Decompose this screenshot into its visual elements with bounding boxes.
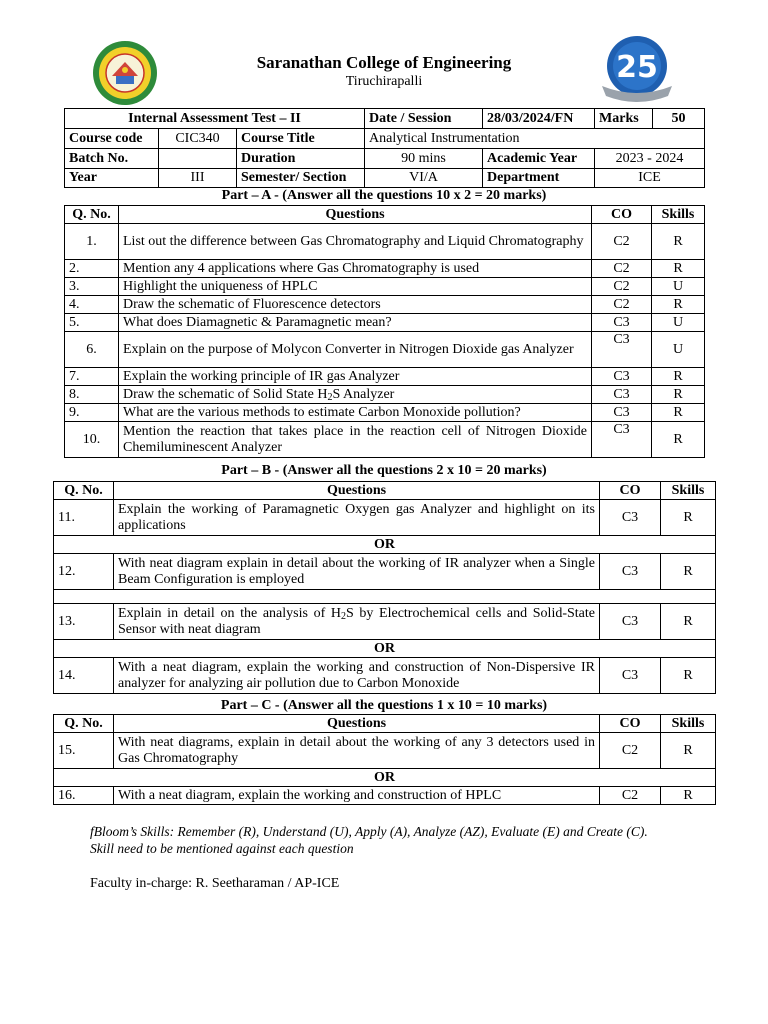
question-co: C3 [592, 332, 652, 368]
question-number: 2. [65, 260, 119, 278]
col-qno: Q. No. [54, 715, 114, 733]
year-label: Year [65, 169, 159, 188]
table-row [65, 314, 705, 332]
faculty-in-charge: Faculty in-charge: R. Seetharaman / AP-ICE [90, 876, 340, 891]
or-separator: OR [54, 536, 716, 554]
col-questions: Questions [119, 206, 592, 224]
part-a-title: Part – A - (Answer all the questions 10 x 2 = 20 marks) [221, 188, 547, 203]
question-skill: U [652, 278, 705, 296]
part-b-title: Part – B - (Answer all the questions 2 x 10 = 20 marks) [221, 463, 547, 478]
table-row [54, 500, 716, 536]
question-number: 13. [54, 604, 114, 640]
question-text: What are the various methods to estimate Carbon Monoxide pollution? [119, 404, 592, 422]
question-co: C3 [600, 604, 661, 640]
question-co: C2 [592, 224, 652, 260]
table-row [54, 787, 716, 805]
duration-value: 90 mins [365, 149, 483, 169]
table-row [65, 278, 705, 296]
col-qno: Q. No. [65, 206, 119, 224]
question-text: What does Diamagnetic & Paramagnetic mean? [119, 314, 592, 332]
marks-label: Marks [595, 109, 653, 129]
question-number: 11. [54, 500, 114, 536]
academic-year-value: 2023 - 2024 [595, 149, 705, 169]
question-skill: R [661, 604, 716, 640]
question-number: 8. [65, 386, 119, 404]
question-skill: R [652, 260, 705, 278]
question-text: Explain the working principle of IR gas Analyzer [119, 368, 592, 386]
question-number: 4. [65, 296, 119, 314]
question-skill: R [652, 296, 705, 314]
question-number: 10. [65, 422, 119, 458]
question-text: Highlight the uniqueness of HPLC [119, 278, 592, 296]
blooms-legend: fBloom’s Skills: Remember (R), Understand (U), Apply (A), Analyze (AZ), Evaluate (E) and Create (C). [90, 824, 648, 839]
question-co: C3 [600, 658, 661, 694]
question-co: C3 [592, 314, 652, 332]
academic-year-label: Academic Year [483, 149, 595, 169]
blooms-note: Skill need to be mentioned against each question [90, 841, 354, 856]
col-co: CO [600, 715, 661, 733]
svg-text:25: 25 [616, 50, 658, 85]
semester-value: VI/A [365, 169, 483, 188]
question-co: C3 [600, 500, 661, 536]
table-row [65, 422, 705, 458]
col-questions: Questions [114, 482, 600, 500]
test-name: Internal Assessment Test – II [65, 109, 365, 129]
col-qno: Q. No. [54, 482, 114, 500]
question-text: Explain on the purpose of Molycon Converter in Nitrogen Dioxide gas Analyzer [119, 332, 592, 368]
question-co: C2 [600, 733, 661, 769]
table-row [54, 658, 716, 694]
table-row [65, 404, 705, 422]
question-skill: R [661, 658, 716, 694]
question-text: Draw the schematic of Solid State $H_2S$ Analyzer [119, 386, 592, 404]
part-c-table [53, 714, 716, 805]
course-title-label: Course Title [237, 129, 365, 149]
question-co: C2 [592, 260, 652, 278]
question-text: Mention any 4 applications where Gas Chromatography is used [119, 260, 592, 278]
col-questions: Questions [114, 715, 600, 733]
question-skill: R [652, 404, 705, 422]
semester-label: Semester/ Section [237, 169, 365, 188]
table-row [65, 332, 705, 368]
question-co: C2 [600, 787, 661, 805]
department-label: Department [483, 169, 595, 188]
question-skill: R [661, 733, 716, 769]
course-code-value: CIC340 [159, 129, 237, 149]
question-text: With a neat diagram, explain the working and construction of Non-Dispersive IR analyzer for analyzing air pollution due to Carbon Monoxide [114, 658, 600, 694]
question-skill: R [652, 224, 705, 260]
question-text: Draw the schematic of Fluorescence detectors [119, 296, 592, 314]
question-number: 14. [54, 658, 114, 694]
date-session-value: 28/03/2024/FN [483, 109, 595, 129]
col-co: CO [600, 482, 661, 500]
part-b-table [53, 481, 716, 694]
batch-label: Batch No. [65, 149, 159, 169]
question-text: Explain in detail on the analysis of $H_2S$ by Electrochemical cells and Solid-State Sensor with neat diagram [114, 604, 600, 640]
question-number: 9. [65, 404, 119, 422]
question-text: List out the difference between Gas Chromatography and Liquid Chromatography [119, 224, 592, 260]
or-separator: OR [54, 640, 716, 658]
question-skill: R [652, 368, 705, 386]
exam-info-table [64, 108, 705, 188]
col-skills: Skills [652, 206, 705, 224]
question-co: C3 [592, 386, 652, 404]
question-number: 6. [65, 332, 119, 368]
col-co: CO [592, 206, 652, 224]
part-c-title: Part – C - (Answer all the questions 1 x 10 = 10 marks) [220, 698, 548, 713]
table-row [65, 296, 705, 314]
question-skill: R [661, 500, 716, 536]
question-text: With a neat diagram, explain the working and construction of HPLC [114, 787, 600, 805]
question-number: 15. [54, 733, 114, 769]
part-a-table [64, 205, 705, 458]
question-co: C2 [592, 296, 652, 314]
question-skill: R [661, 554, 716, 590]
question-number: 7. [65, 368, 119, 386]
table-row [54, 554, 716, 590]
course-code-label: Course code [65, 129, 159, 149]
question-text: With neat diagrams, explain in detail about the working of any 3 detectors used in Gas Chromatography [114, 733, 600, 769]
batch-value [159, 149, 237, 169]
college-city: Tiruchirapalli [345, 74, 423, 89]
table-row [65, 368, 705, 386]
question-number: 1. [65, 224, 119, 260]
question-text: Explain the working of Paramagnetic Oxygen gas Analyzer and highlight on its applications [114, 500, 600, 536]
question-co: C3 [592, 422, 652, 458]
question-co: C3 [592, 368, 652, 386]
question-number: 16. [54, 787, 114, 805]
table-row [65, 224, 705, 260]
marks-value: 50 [653, 109, 705, 129]
question-co: C3 [592, 404, 652, 422]
college-name: Saranathan College of Engineering [256, 53, 512, 72]
col-skills: Skills [661, 715, 716, 733]
table-row [65, 260, 705, 278]
duration-label: Duration [237, 149, 365, 169]
question-skill: U [652, 332, 705, 368]
department-value: ICE [595, 169, 705, 188]
question-number: 3. [65, 278, 119, 296]
question-skill: R [652, 422, 705, 458]
question-skill: R [652, 386, 705, 404]
table-row [65, 386, 705, 404]
or-separator: OR [54, 769, 716, 787]
course-title-value: Analytical Instrumentation [365, 129, 705, 149]
question-co: C2 [592, 278, 652, 296]
question-co: C3 [600, 554, 661, 590]
question-skill: U [652, 314, 705, 332]
spacer-row [54, 590, 716, 604]
date-session-label: Date / Session [365, 109, 483, 129]
question-skill: R [661, 787, 716, 805]
col-skills: Skills [661, 482, 716, 500]
question-number: 12. [54, 554, 114, 590]
question-number: 5. [65, 314, 119, 332]
question-text: Mention the reaction that takes place in the reaction cell of Nitrogen Dioxide Chemiluminescent Analyzer [119, 422, 592, 458]
year-value: III [159, 169, 237, 188]
question-text: With neat diagram explain in detail about the working of IR analyzer when a Single Beam Configuration is employed [114, 554, 600, 590]
table-row [54, 604, 716, 640]
table-row [54, 733, 716, 769]
college-emblem-icon [92, 40, 158, 106]
